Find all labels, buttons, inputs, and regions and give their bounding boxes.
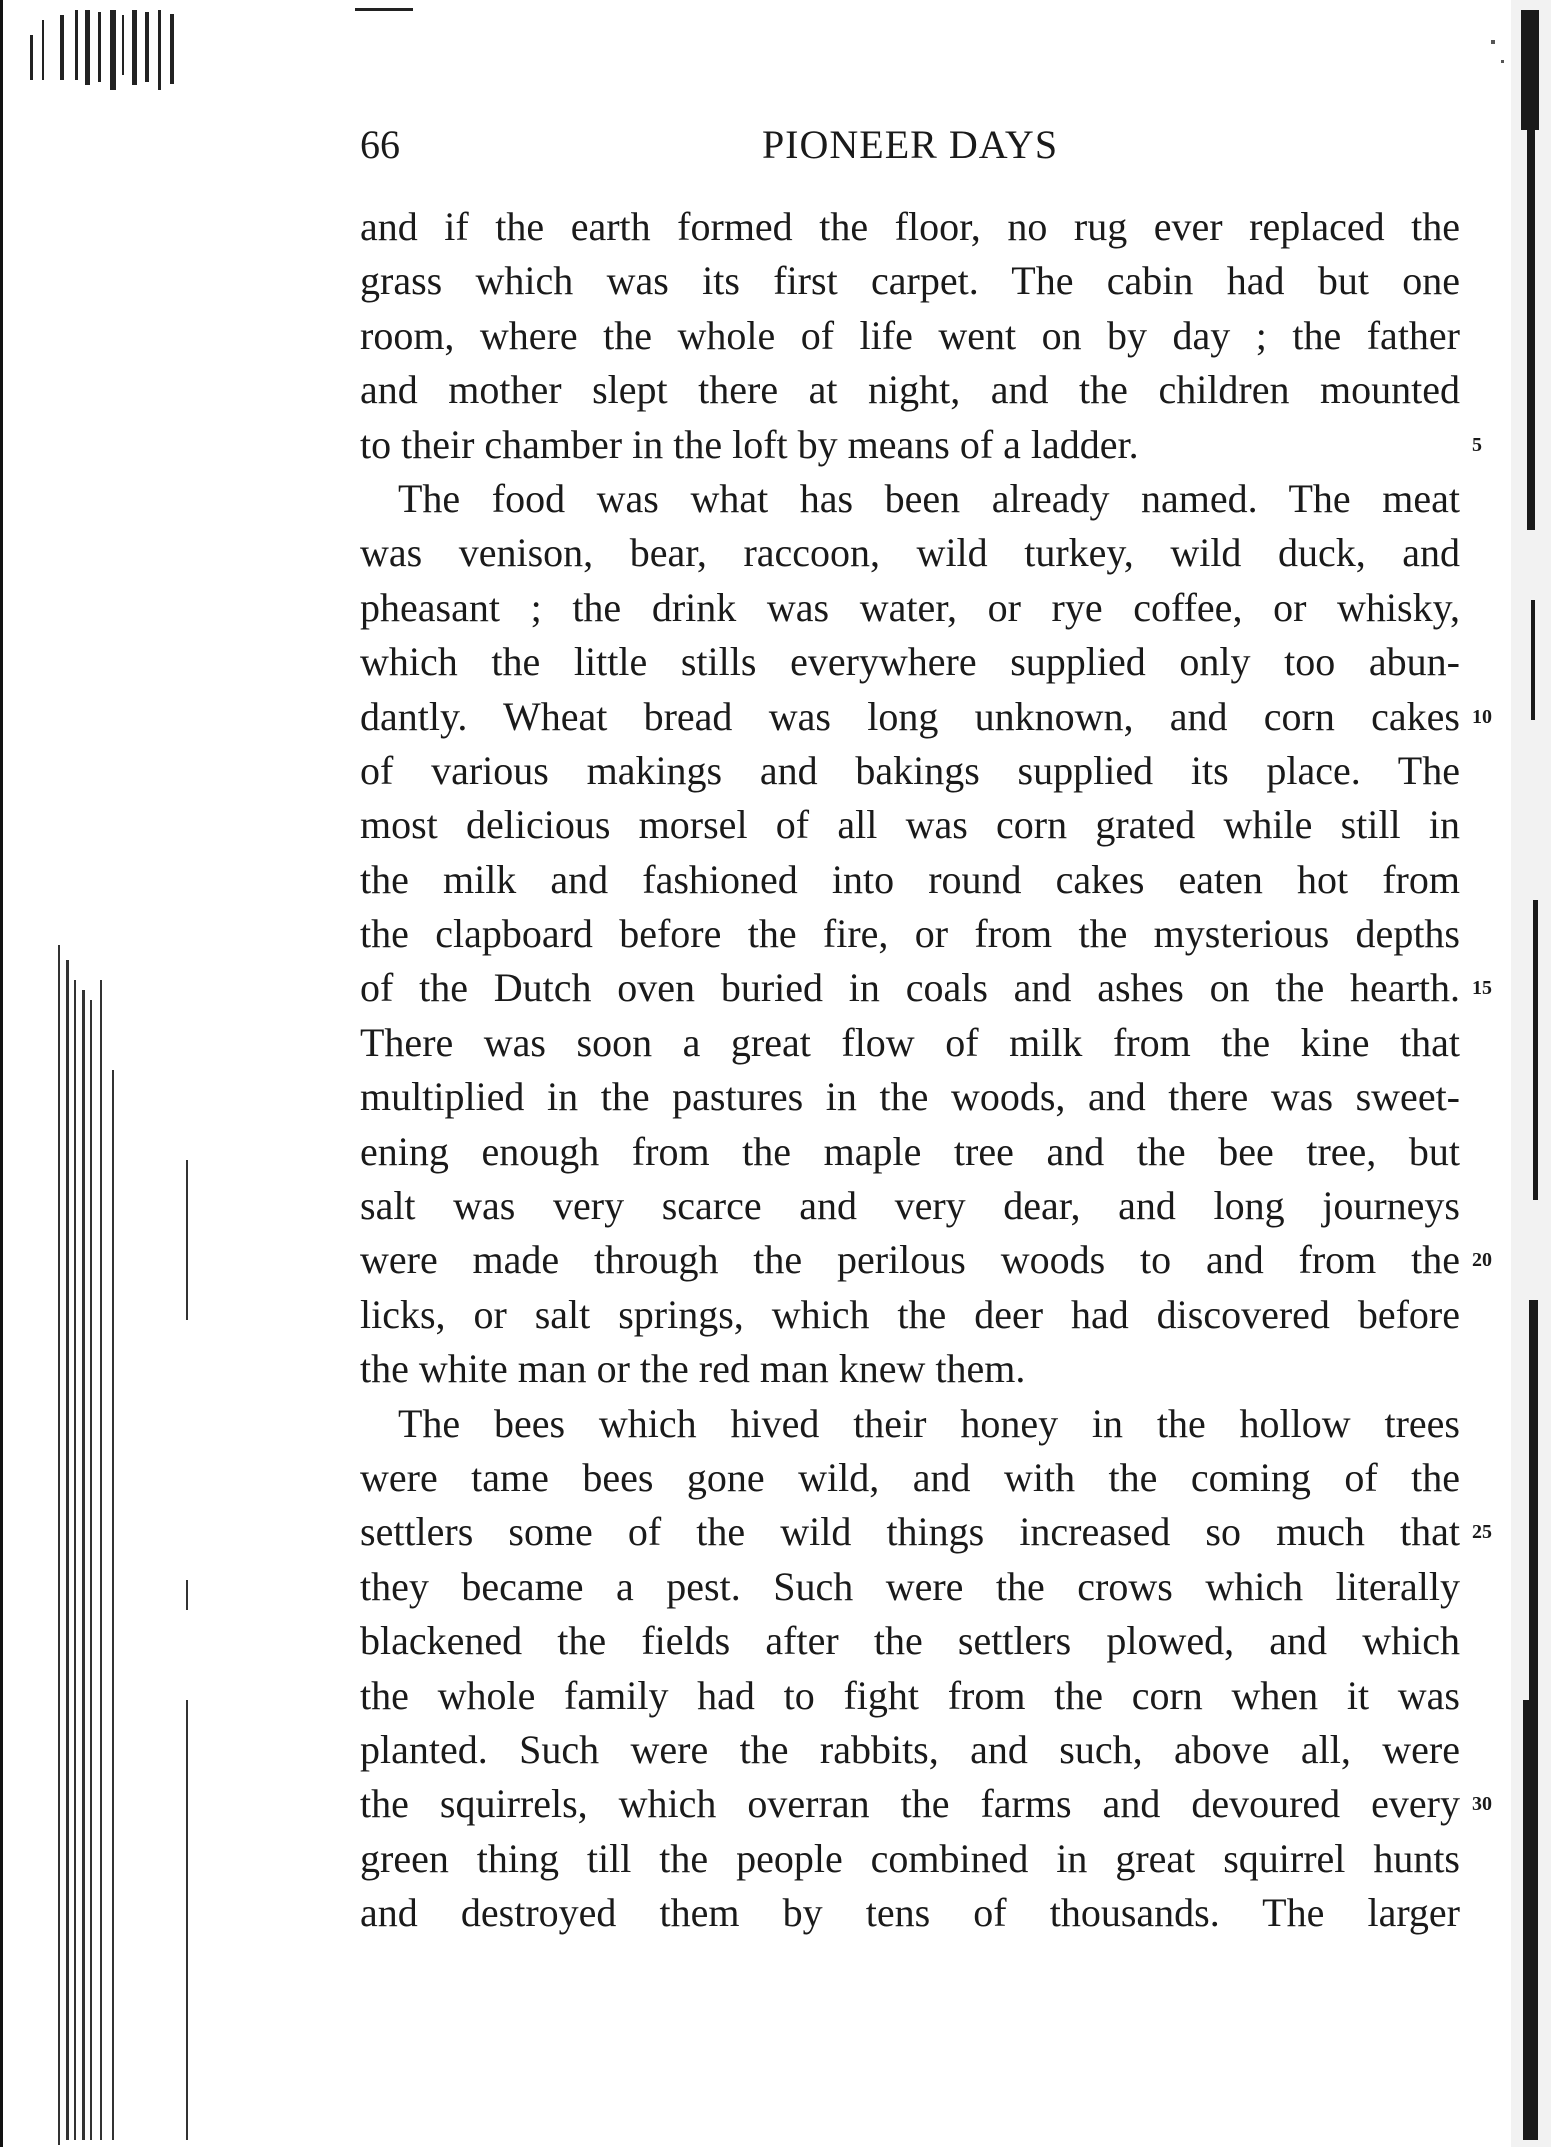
text-line	[360, 1233, 1492, 1287]
line-number: 30	[1472, 1793, 1492, 1816]
text-line	[360, 1505, 1492, 1559]
line-number: 10	[1472, 705, 1492, 728]
running-head: PIONEER DAYS	[761, 122, 1059, 167]
text-line: was venison, bear, raccoon, wild turkey, wild duck, and	[360, 530, 1460, 576]
line-number: 20	[1472, 1249, 1492, 1272]
page-number: 66	[360, 122, 400, 167]
text-line: There was soon a great flow of milk from the kine that	[360, 1019, 1460, 1065]
text-line: grass which was its first carpet. The cabin had but one	[360, 258, 1460, 304]
text-line: the whole family had to fight from the corn when it was	[360, 1672, 1460, 1718]
line-number: 25	[1472, 1521, 1492, 1544]
text-line: planted. Such were the rabbits, and such, above all, were	[360, 1726, 1460, 1772]
text-line: green thing till the people combined in great squirrel hunts	[360, 1835, 1460, 1881]
text-line-content: to their chamber in the loft by means of a ladder.	[360, 421, 1139, 467]
text-line	[360, 1777, 1492, 1831]
scan-gutter-left	[0, 0, 200, 2147]
line-number: 5	[1472, 433, 1482, 456]
text-line: the milk and fashioned into round cakes eaten hot from	[360, 856, 1460, 902]
text-line: which the little stills everywhere supplied only too abun-	[360, 639, 1460, 685]
text-line: the white man or the red man knew them.	[360, 1346, 1026, 1392]
text-line: The bees which hived their honey in the hollow trees	[398, 1400, 1460, 1446]
text-line: the clapboard before the fire, or from the mysterious depths	[360, 911, 1460, 957]
text-line-content: settlers some of the wild things increased so much that	[360, 1509, 1460, 1555]
text-line	[360, 690, 1492, 744]
text-line-content: dantly. Wheat bread was long unknown, and corn cakes	[360, 693, 1460, 739]
scan-top-mark	[355, 8, 413, 11]
text-line: and if the earth formed the floor, no rug ever replaced the	[360, 204, 1460, 249]
text-line: most delicious morsel of all was corn grated while still in	[360, 802, 1460, 848]
page-header	[360, 115, 1460, 175]
text-line: and destroyed them by tens of thousands. The larger	[360, 1890, 1460, 1936]
text-line: multiplied in the pastures in the woods, and there was sweet-	[360, 1074, 1460, 1120]
text-line: ening enough from the maple tree and the bee tree, but	[360, 1128, 1460, 1174]
text-line: salt was very scarce and very dear, and long journeys	[360, 1183, 1460, 1229]
text-line-content: of the Dutch oven buried in coals and ashes on the hearth.	[360, 965, 1460, 1011]
text-line: room, where the whole of life went on by day ; the father	[360, 312, 1460, 358]
text-line: pheasant ; the drink was water, or rye coffee, or whisky,	[360, 584, 1460, 630]
text-line: licks, or salt springs, which the deer had discovered before	[360, 1291, 1460, 1337]
body-text	[360, 200, 1492, 1941]
text-line: blackened the fields after the settlers plowed, and which	[360, 1618, 1460, 1664]
text-line: they became a pest. Such were the crows which literally	[360, 1563, 1460, 1609]
text-line: The food was what has been already named. The meat	[398, 475, 1460, 521]
text-line: were tame bees gone wild, and with the coming of the	[360, 1454, 1460, 1500]
text-line-content: the squirrels, which overran the farms and devoured every	[360, 1781, 1460, 1827]
text-line	[360, 961, 1492, 1015]
text-line: of various makings and bakings supplied its place. The	[360, 747, 1460, 793]
text-line: and mother slept there at night, and the children mounted	[360, 367, 1460, 413]
line-number: 15	[1472, 977, 1492, 1000]
text-line	[360, 418, 1482, 472]
text-line-content: were made through the perilous woods to and from the	[360, 1237, 1460, 1283]
